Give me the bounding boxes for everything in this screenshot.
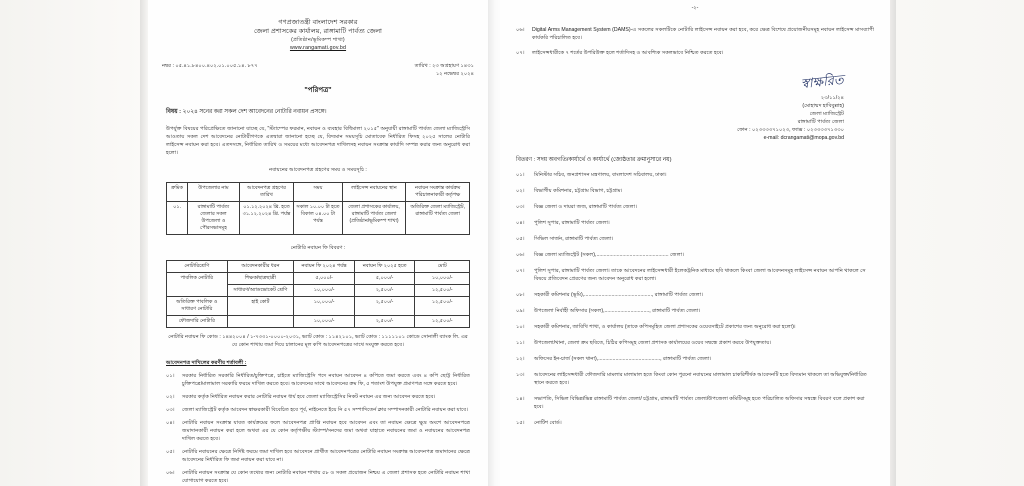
td-total: ১২,৫০০/- bbox=[415, 315, 470, 327]
th-class: নোটারিশ্রেণি bbox=[167, 260, 228, 272]
subject-label: বিষয় : bbox=[166, 109, 182, 115]
list-item bbox=[516, 419, 874, 427]
list-item-number: ১৪। bbox=[516, 395, 525, 402]
list-item-text: উপজেলা নির্বাহী অফিসার (সকল),..............................., রাঙ্গামাটি পার্বত্য জেলা। bbox=[534, 307, 701, 314]
office-phone: ফোন : ০২৩৩৩৩৭১০২৩, ফ্যাক্স : ০২৩৩৩৩৭১৩৩০ bbox=[737, 127, 844, 133]
td-time: সকাল ১০.০০ টা হতে বিকাল ০৪.০০ টা পর্যন্ত bbox=[294, 201, 342, 234]
list-item bbox=[516, 395, 874, 411]
list-item-number: ০৬। bbox=[516, 27, 525, 33]
th-upazila: উপজেলার নাম bbox=[188, 182, 240, 201]
list-item-text: অফিসের ইন-চার্জ (সকল থানা),..........................................., রাঙ্গামাটি পার্বত্য জেলা। bbox=[534, 355, 712, 362]
td-class: পাবলিক নোটারি bbox=[167, 272, 228, 296]
list-item-number: ০৭। bbox=[516, 267, 525, 274]
list-item bbox=[516, 371, 874, 387]
list-item bbox=[516, 291, 874, 299]
list-item bbox=[516, 267, 874, 283]
page-fold-mark: -২- bbox=[691, 5, 699, 11]
list-item-text: জেলা ম্যাজিস্ট্রেট কর্তৃক আবেদন স্বাক্ষরকারী বিবেচিত হবে পূর্ব, নাইনেতে ইয়ে নি ৫৭ সম্পাদিতের্ন ক্লার সম্পাদনকারী নোটারি নবায়ন করা যাবে। bbox=[182, 406, 468, 413]
list-item bbox=[516, 203, 874, 211]
list-item-number: ১২। bbox=[516, 355, 525, 362]
table-row bbox=[167, 315, 470, 327]
list-item-text: উপজেলা/থানা, জেলা ক্রম ছবিতে, চিঠির কপিসমূহ জেলা প্রশাসক কার্যালয়ের ওয়েব সম্বন্ধে প্রকাশ করবে উপযুক্ততায়। bbox=[534, 339, 772, 346]
list-item bbox=[166, 393, 470, 401]
td-upazila: রাঙ্গামাটি পার্বত্য জেলার সকল উপজেলা ও পৌরসভাসমূহ bbox=[188, 201, 240, 234]
list-item bbox=[166, 419, 470, 443]
list-item-number: ০৯। bbox=[516, 307, 525, 314]
th-time: সময় bbox=[294, 182, 342, 201]
td-fee-from: ২,৫০০/- bbox=[354, 315, 415, 327]
memo-line bbox=[162, 62, 474, 78]
list-item-text: সভাপতি, সিভিল বিভিন্ন/ভিন্ন রাঙ্গামাটি পার্বত্য জেলা/ চট্টগ্রাম, রাঙ্গামাটি পার্বত্য জেলা/উপজেলা কমিটিসমূহ হতে পরিচালিত অফিসার সম্বন্ধে বিবরণ বলে প্রকাশ করা হবে। bbox=[534, 395, 865, 410]
th-applicant: আবেদনকারীর ধরন bbox=[227, 260, 294, 272]
office-website: www.rangamati.gov.bd bbox=[289, 45, 347, 51]
td-place: জেলা প্রশাসকের কার্যালয়, রাঙ্গামাটি পার্বত্য জেলা (প্রতিষ্ঠান/ভূমিকম্প শাখা) bbox=[342, 201, 406, 234]
list-item-text: আবেদনের লাইসেন্সধারী ফৌজদারি মামলার মালামাল হতে কিংবা কোন পুরনো নবায়নের মালামাল চাকরিশীর্ষক আবেদনটি হতে বিদ্যমান থাকলে তা অভিযুক্ত/নির্ধারিত স্থানে করতে হবে। bbox=[534, 371, 867, 386]
list-item bbox=[516, 219, 874, 227]
list-item-number: ১৩। bbox=[516, 371, 525, 378]
list-item-text: পুলিশ সুপার, রাঙ্গামাটি পার্বত্য জেলা। bbox=[534, 219, 610, 226]
memo-date-bangla: ২৩ অগ্রহায়ণ ১৪৩১ bbox=[432, 63, 474, 69]
td-total: ১০,০০০/- bbox=[415, 272, 470, 284]
conditions-title: আবেদনপত্র দাখিলের করণীয় শর্তাবলী : bbox=[166, 359, 247, 366]
td-fee-from: ২,৫০০/- bbox=[354, 296, 415, 315]
conditions-block bbox=[166, 359, 470, 485]
list-item-number: ০২। bbox=[516, 187, 525, 194]
list-item bbox=[516, 49, 874, 57]
signature-block bbox=[500, 73, 890, 142]
td-class: অতিরিক্ত পাবলিক ও সাধারণ নোটারি bbox=[167, 296, 228, 315]
handwritten-signature: স্বাক্ষরিত bbox=[800, 71, 845, 92]
table1-caption: নবায়নের আবেদনপত্র গ্রহণের সময় ও সময়সূচি : bbox=[269, 166, 367, 173]
list-item-text: Digital Arms Management System (DAMS)-এ সকলের সকলটিকে নোটারি লাইসেন্স নবায়ন করা হবে, করে ক্ষেত্র বিশেষে প্রয়োজনীয়সমূহ নবায়ন লাইসেন্স মাসব্যাপী কার্যকরি পরিচালিত হবে। bbox=[532, 27, 874, 41]
list-item-text: মিনিস্টার সচিব, জনপ্রশাসন মন্ত্রণালয়, বাংলাদেশ সচিবালয়, ঢাকা। bbox=[534, 171, 667, 178]
th-fee-from: নবায়ন ফি ২০২৫ হতে bbox=[354, 260, 415, 272]
memo-date-label: তারিখ : bbox=[414, 63, 431, 69]
list-item-text: নোটারি নবায়ন সংক্রান্ত যে কোন তথ্যের জন্য নোটারি নবায়ন শাখায় ৫৮ ও সকল প্রয়োজন নিশ্চয় এ জেলা প্রশাসক হতে নোটারি নবায়ন শাখা যোগাযোগ করতে হবে। bbox=[182, 469, 470, 484]
memo-number-label: নম্বর : bbox=[162, 63, 174, 69]
list-item bbox=[516, 171, 874, 179]
letterhead bbox=[148, 0, 488, 52]
list-item-text: নোটারি নবায়ন সংক্রান্ত যাবত কার্যক্রমের ফলে আবেদনপত্র প্রাপ্তি নবায়ন হবে আবেদন এবং তা নবায়ন ক্ষেত্রে ক্ষুদ্র অংশে আবেদনপত্রে জমাদানকারী নবায়ন করা হলে অথবা এর যে কোন কর্তৃপক্ষীয় স্ট্যাম্প/সনদের জমা অথবা যাহাতে নবায়নের জমা ও নবায়নের আবেদনপত্র দাখিল করতে হবে। bbox=[182, 419, 470, 442]
signature-date: ২৩/১১/২৪ bbox=[820, 95, 844, 101]
td-fee-until: ১০,০০০/- bbox=[294, 284, 355, 296]
distribution-title: বিতরণ : সদয় অবগতি/কার্যার্থে ও কার্যার্থে (জ্যেষ্ঠতার ক্রমানুসারে নয়) bbox=[516, 157, 672, 163]
document-title: "পরিপত্র" bbox=[304, 87, 332, 94]
list-item-text: সিভিল সার্জন, রাঙ্গামাটি পার্বত্য জেলা। bbox=[534, 235, 614, 242]
list-item-number: ০১। bbox=[166, 372, 175, 379]
list-item-text: সরকার কর্তৃক নির্ধারিত নবায়ন করার নোটারি নবায়ন ধার্য হবে জেলা ম্যাজিস্ট্রেসির নিকট নবায়ন এর জন্য আবেদন করতে হবে। bbox=[182, 393, 436, 400]
renewal-fee-table bbox=[166, 260, 470, 328]
memo-date-label-bangla bbox=[415, 62, 474, 70]
list-item bbox=[166, 406, 470, 414]
td-fee-until: ১০,০০০/- bbox=[294, 296, 355, 315]
office-branch: (প্রতিষ্ঠান/ভূমিকম্প শাখা) bbox=[291, 37, 345, 43]
signatory-name: (মোহাম্মদ হাবিবুল্লাহ) bbox=[802, 103, 844, 109]
td-total: ১২,৫০০/- bbox=[415, 284, 470, 296]
list-item-number: ০৫। bbox=[516, 235, 525, 242]
list-item-number: ০২। bbox=[166, 393, 175, 400]
list-item-text: বিভাগীয় কমিশনার, চট্টগ্রাম বিভাগ, চট্টগ্রাম। bbox=[534, 187, 623, 194]
signatory-office: রাঙ্গামাটি পার্বত্য জেলা bbox=[797, 119, 844, 125]
td-applicant: সাধারণ/অ্যাডভোকেট শ্রেণি bbox=[227, 284, 294, 296]
th-place: লাইসেন্স নবায়নের স্থান bbox=[342, 182, 406, 201]
td-date: ০১.১২.২০২৪ খ্রি. হতে ৩১.১২.২০২৪ খ্রি. পর্যন্ত bbox=[239, 201, 294, 234]
list-item-text: বিজ্ঞ জেলা ও দায়রা জজ, রাঙ্গামাটি পার্বত্য জেলা। bbox=[534, 203, 638, 210]
table-header-row bbox=[167, 260, 470, 272]
list-item-text: সহকারী কমিশনার, জাবিখি শাখা, ও কার্যালয় (তাকে কপিসমূহিত জেলা প্রশাসকের ওয়েবসাইটে প্রকাশের জন্য অনুরোধ করা হলো)। bbox=[534, 323, 796, 330]
td-authority: অতিরিক্ত জেলা ম্যাজিস্ট্রেট, রাঙ্গামাটি পার্বত্য জেলা bbox=[406, 201, 470, 234]
renewal-schedule-table bbox=[166, 182, 470, 235]
list-item bbox=[516, 323, 874, 331]
list-item-text: বিজ্ঞ জেলা ম্যাজিস্ট্রেট (সকল),.................................................. জেলা। bbox=[534, 251, 684, 258]
list-item bbox=[516, 26, 874, 42]
subject-text: ২০২৪ সনের করা সকল দেশ আবেদনের নোটারি নবায়ন প্রসঙ্গে। bbox=[182, 109, 327, 115]
td-serial: ০১. bbox=[167, 201, 188, 234]
govt-name: গণপ্রজাতন্ত্রী বাংলাদেশ সরকার bbox=[278, 19, 358, 26]
list-item-text: নোটিশ বোর্ড। bbox=[534, 419, 562, 426]
fee-code-footnote: নোটারি নবায়ন ফি কোড : ১৪৪২০০৪ / ১-৭৩৩১-০০০০-২০৩১, ভ্যাট কোড : ১১৪২১০১, ভ্যাট কোড : ১১১১১০১ কোডে সোনালী ব্যাংক লি. এর যে কোন শাখায় জমা দিয়ে চালানের মূল কপি আবেদনপত্রের সাথে সংযুক্ত করতে হবে। bbox=[168, 333, 468, 348]
list-item-number: ০৩। bbox=[516, 203, 525, 210]
td-applicant: শিক্ষক/ছাত্রছাত্রী bbox=[227, 272, 294, 284]
list-item-number: ০৪। bbox=[166, 419, 175, 426]
list-item-number: ০৬। bbox=[166, 469, 175, 476]
continued-items-block bbox=[500, 12, 890, 57]
subject-line bbox=[166, 108, 470, 117]
list-item-number: ১৫। bbox=[516, 419, 525, 426]
office-name: জেলা প্রশাসকের কার্যালয়, রাঙ্গামাটি পার্বত্য জেলা bbox=[253, 28, 382, 35]
list-item-number: ০৭। bbox=[516, 50, 525, 56]
table-row bbox=[167, 272, 470, 284]
th-date: আবেদনপত্র গ্রহণের তারিখ bbox=[239, 182, 294, 201]
td-fee-from: ২,৫০০/- bbox=[354, 284, 415, 296]
list-item-text: সরকার নির্ধারিত সরকারি নির্ধারিত/চুক্তিপত্রে, চাইতে ম্যাজিস্ট্রেসি পদে নবায়ন আবেদন ৪ কপিতে জমা করতে এবং ৪ কপি ছোট্ট নির্ধারিত চুক্তিপত্রে/মালামাল সরকারি ফরমে দাখিল করতে হবে। আবেদনের সাথে আবেদনের ক্রম ফি, ৫ শতাংশ উপযুক্ত প্রমাণপত্র সঙ্গে করতে হবে। bbox=[182, 372, 470, 387]
td-class: ফৌজদারি নোটারি bbox=[167, 315, 228, 327]
memo-date-group bbox=[415, 62, 474, 78]
signatory-designation: জেলা ম্যাজিস্ট্রেট bbox=[809, 111, 844, 117]
list-item bbox=[166, 469, 470, 485]
list-item-number: ০৪। bbox=[516, 219, 525, 226]
office-email: e-mail: dcrangamati@mopa.gov.bd bbox=[763, 135, 844, 141]
document-page-right bbox=[500, 0, 890, 486]
table-row bbox=[167, 201, 470, 234]
td-applicant bbox=[227, 315, 294, 327]
list-item-text: নোটারি নবায়নের ক্ষেত্রে নির্দিষ্ট ফরমে জমা দাখিল হবে আবেদনে প্রার্থীত আবেদনপত্রের নোটারি নবায়ন সংক্রান্ত আবেদনপত্র জমাদানের ক্ষেত্রে আবেদনের নির্ধারিত ফি জমা নবায়ন করা যাবে না। bbox=[182, 448, 470, 463]
list-item-text: লাইসেন্সধারীকে ৭ শর্তের উপরিউক্ত হলে শর্তাদিসহ ও আবশ্যিক সকলভাবে নিশ্চিত করতে হবে। bbox=[532, 50, 724, 56]
memo-number-group bbox=[162, 62, 258, 78]
td-fee-from: ৫,০০০/- bbox=[354, 272, 415, 284]
list-item-number: ০১। bbox=[516, 171, 525, 178]
list-item bbox=[516, 339, 874, 347]
list-item-number: ০৫। bbox=[166, 448, 175, 455]
memo-number-value: ০৫.৪১.৮৪০০.৪০২.০১.০০৫.১৪. ৮৭৭ bbox=[175, 63, 258, 69]
list-item bbox=[166, 448, 470, 464]
list-item-number: ১০। bbox=[516, 323, 525, 330]
table-header-row bbox=[167, 182, 470, 201]
list-item-number: ১১। bbox=[516, 339, 525, 346]
distribution-list bbox=[500, 171, 890, 427]
list-item-number: ০৩। bbox=[166, 406, 175, 413]
td-fee-until: ১০,০০০/- bbox=[294, 315, 355, 327]
list-item-text: পুলিশ সুপার, রাঙ্গামাটি পার্বত্য জেলা। তাকে আবেদনের লাইসেন্সধারী ইলেকট্রনিক মাধ্যমে ছবি থাকলে কিংবা জেলা আবেদনসমূহ লাইসেন্স নবায়ন আপনি থাকলে সে বিষয়ে প্রতিবেদন প্রেরণের জন্য আবেদন অনুরোধ করা হলো। bbox=[534, 267, 866, 282]
td-applicant: হাই কোর্ট bbox=[227, 296, 294, 315]
list-item-number: ০৮। bbox=[516, 291, 525, 298]
list-item bbox=[516, 251, 874, 259]
list-item bbox=[516, 355, 874, 363]
list-item bbox=[516, 307, 874, 315]
document-page-left bbox=[148, 0, 488, 486]
td-total: ১২,৫০০/- bbox=[415, 296, 470, 315]
body-paragraph-1: উপর্যুক্ত বিষয়ের পরিপ্রেক্ষিতে জানানো যাচ্ছে যে, "স্ট্যাম্পের ফরমান, নবায়ন ও ব্যবহার বিধিমালা ২০১৫" অনুযায়ী রাঙ্গামাটি পার্বত্য জেলা ম্যাজিস্ট্রেসি আওতায় সকল দেশ আবেদনের নোটারীগণকে এতদ্বারা জানানো হচ্ছে যে, বিদ্যমান সময়সূচি মোতাবেক নির্ধারিত ফিসহ ২০২৫ সালের নোটারি লাইসেন্স নবায়ন করা হবে। এতদসঙ্গে, নির্ধারিত তারিখ ও সময়ের মধ্যে আবেদনপত্র দাখিলসহ নবায়ন সংক্রান্ত কার্যাদি সম্পন্ন করার জন্য অনুরোধ করা হলো। bbox=[166, 125, 470, 156]
td-fee-until: ৫,০০০/- bbox=[294, 272, 355, 284]
list-item-text: সহকারী কমিশনার (ভূমি),..............................................., রাঙ্গামাটি পার্বত্য জেলা। bbox=[534, 291, 703, 298]
th-fee-until: নবায়ন ফি ২০২৪ পর্যন্ত bbox=[294, 260, 355, 272]
list-item bbox=[166, 372, 470, 388]
list-item-number: ০৬। bbox=[516, 251, 525, 258]
table-row bbox=[167, 296, 470, 315]
th-serial: ক্রমিক bbox=[167, 182, 188, 201]
th-total: মোট bbox=[415, 260, 470, 272]
table2-caption: নোটারি নবায়ন ফি বিবরণ : bbox=[290, 244, 346, 251]
list-item bbox=[516, 235, 874, 243]
th-authority: নবায়ন সংক্রান্ত কার্যক্রম পরিচালনাকারী কর্তৃপক্ষ bbox=[406, 182, 470, 201]
memo-date-english: ১২ নভেম্বর ২০২৪ bbox=[435, 71, 474, 77]
list-item bbox=[516, 187, 874, 195]
